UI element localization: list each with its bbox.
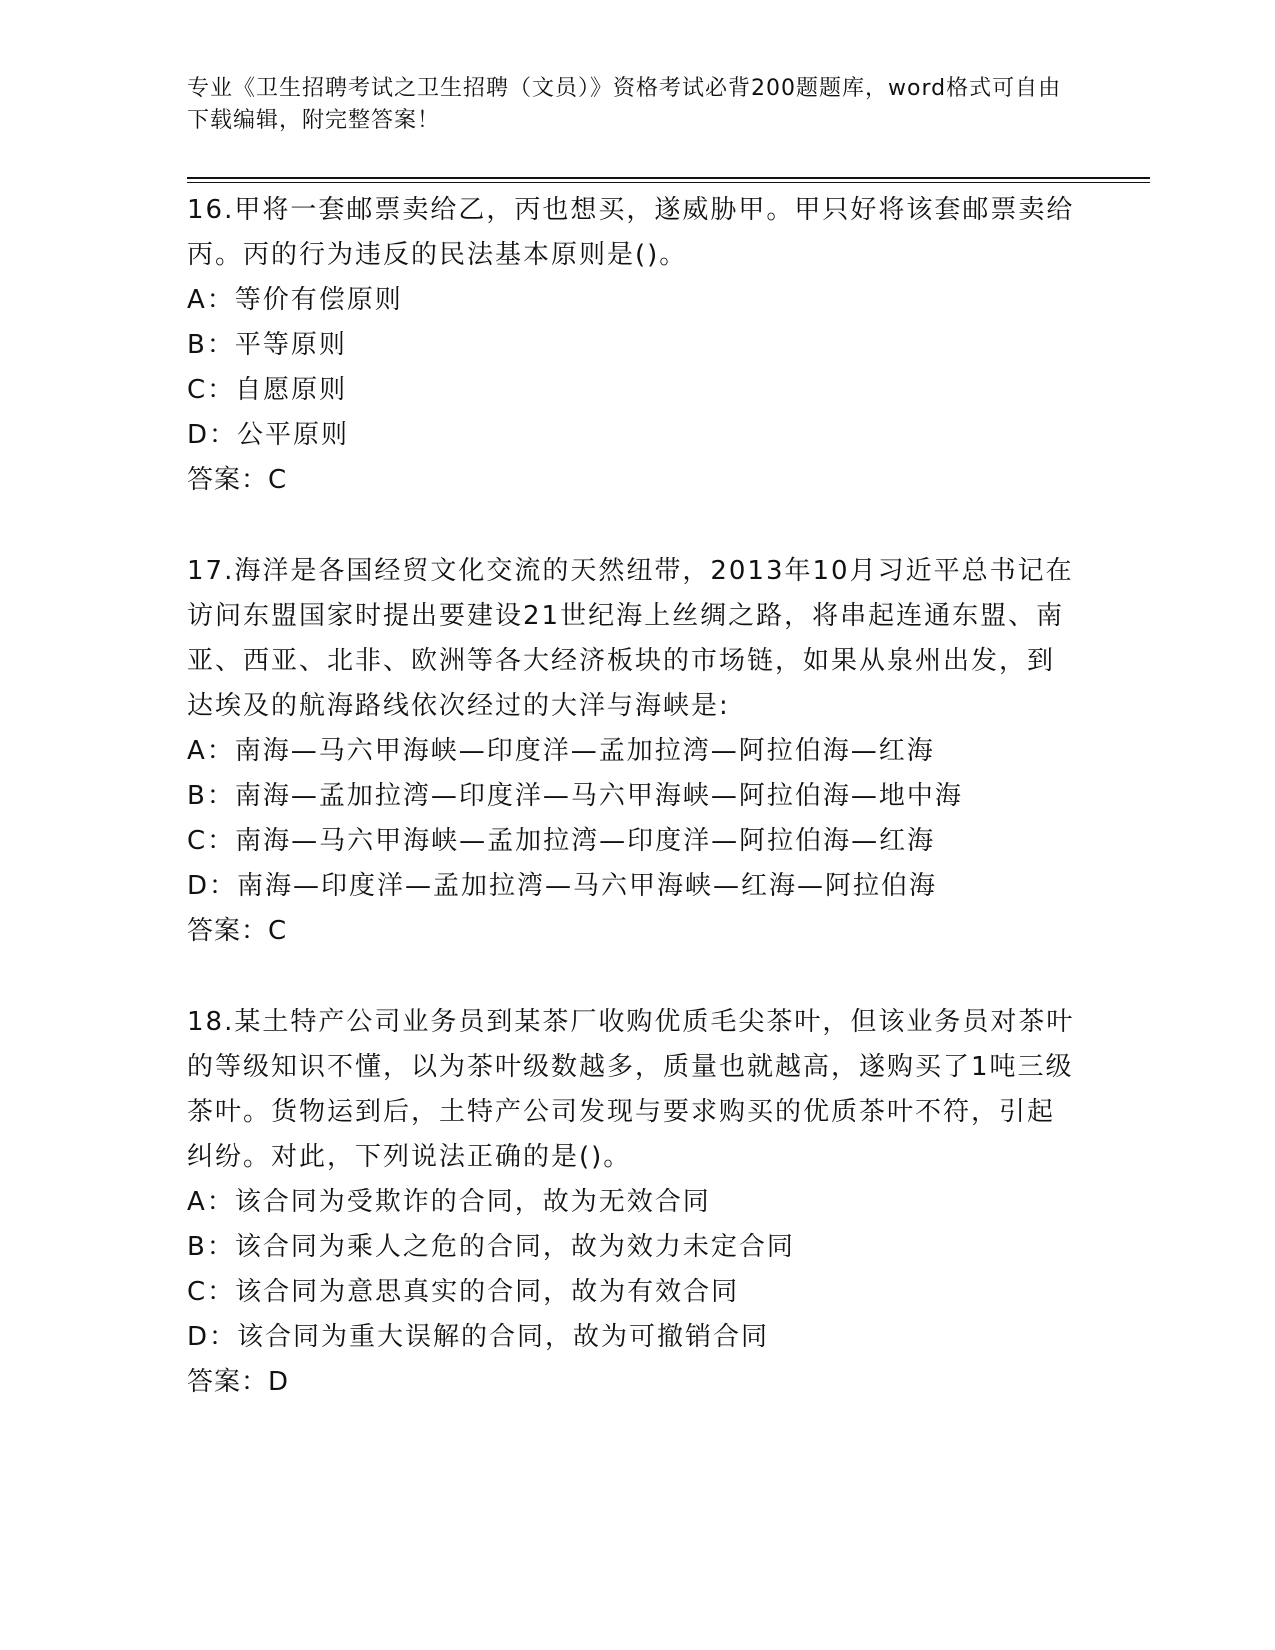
option-b: B：南海—孟加拉湾—印度洋—马六甲海峡—阿拉伯海—地中海 (187, 781, 963, 811)
question-stem: 16.甲将一套邮票卖给乙，丙也想买，遂威胁甲。甲只好将该套邮票卖给丙。丙的行为违反的民法基本原则是()。 (187, 195, 1075, 270)
option-d: D：公平原则 (187, 420, 350, 450)
option-c: C：该合同为意思真实的合同，故为有效合同 (187, 1277, 740, 1307)
question-stem: 18.某土特产公司业务员到某茶厂收购优质毛尖茶叶，但该业务员对茶叶的等级知识不懂，以为茶叶级数越多，质量也就越高，遂购买了1吨三级茶叶。货物运到后，土特产公司发现与要求购买的优质茶叶不符，引起纠纷。对此，下列说法正确的是()。 (187, 1007, 1075, 1172)
header-divider-thin (187, 182, 1150, 183)
answer-label: 答案： (187, 465, 269, 495)
document-header: 专业《卫生招聘考试之卫生招聘（文员）》资格考试必背200题题库，word格式可自由下载编辑，附完整答案！ (187, 76, 1062, 133)
answer-value: D (268, 1367, 290, 1397)
answer-value: C (268, 465, 288, 495)
option-b: B：该合同为乘人之危的合同，故为效力未定合同 (187, 1232, 795, 1262)
option-a: A：等价有偿原则 (187, 285, 403, 315)
question-18 (187, 1000, 1077, 1405)
option-b: B：平等原则 (187, 330, 347, 360)
question-17 (187, 549, 1077, 954)
answer-line (187, 1360, 1077, 1405)
option-d: D：该合同为重大误解的合同，故为可撤销合同 (187, 1322, 770, 1352)
option-c: C：南海—马六甲海峡—孟加拉湾—印度洋—阿拉伯海—红海 (187, 826, 936, 856)
option-d: D：南海—印度洋—孟加拉湾—马六甲海峡—红海—阿拉伯海 (187, 871, 938, 901)
option-c: C：自愿原则 (187, 375, 348, 405)
question-16 (187, 188, 1077, 503)
answer-value: C (268, 916, 288, 946)
question-stem: 17.海洋是各国经贸文化交流的天然纽带，2013年10月习近平总书记在访问东盟国家时提出要建设21世纪海上丝绸之路，将串起连通东盟、南亚、西亚、北非、欧洲等各大经济板块的市场链，如果从泉州出发，到达埃及的航海路线依次经过的大洋与海峡是: (187, 556, 1074, 721)
question-list (187, 188, 1077, 1451)
answer-line (187, 458, 1077, 503)
answer-label: 答案： (187, 916, 269, 946)
option-a: A：该合同为受欺诈的合同，故为无效合同 (187, 1187, 711, 1217)
option-a: A：南海—马六甲海峡—印度洋—孟加拉湾—阿拉伯海—红海 (187, 736, 935, 766)
header-divider-thick (187, 177, 1150, 179)
answer-label: 答案： (187, 1367, 269, 1397)
answer-line (187, 909, 1077, 954)
